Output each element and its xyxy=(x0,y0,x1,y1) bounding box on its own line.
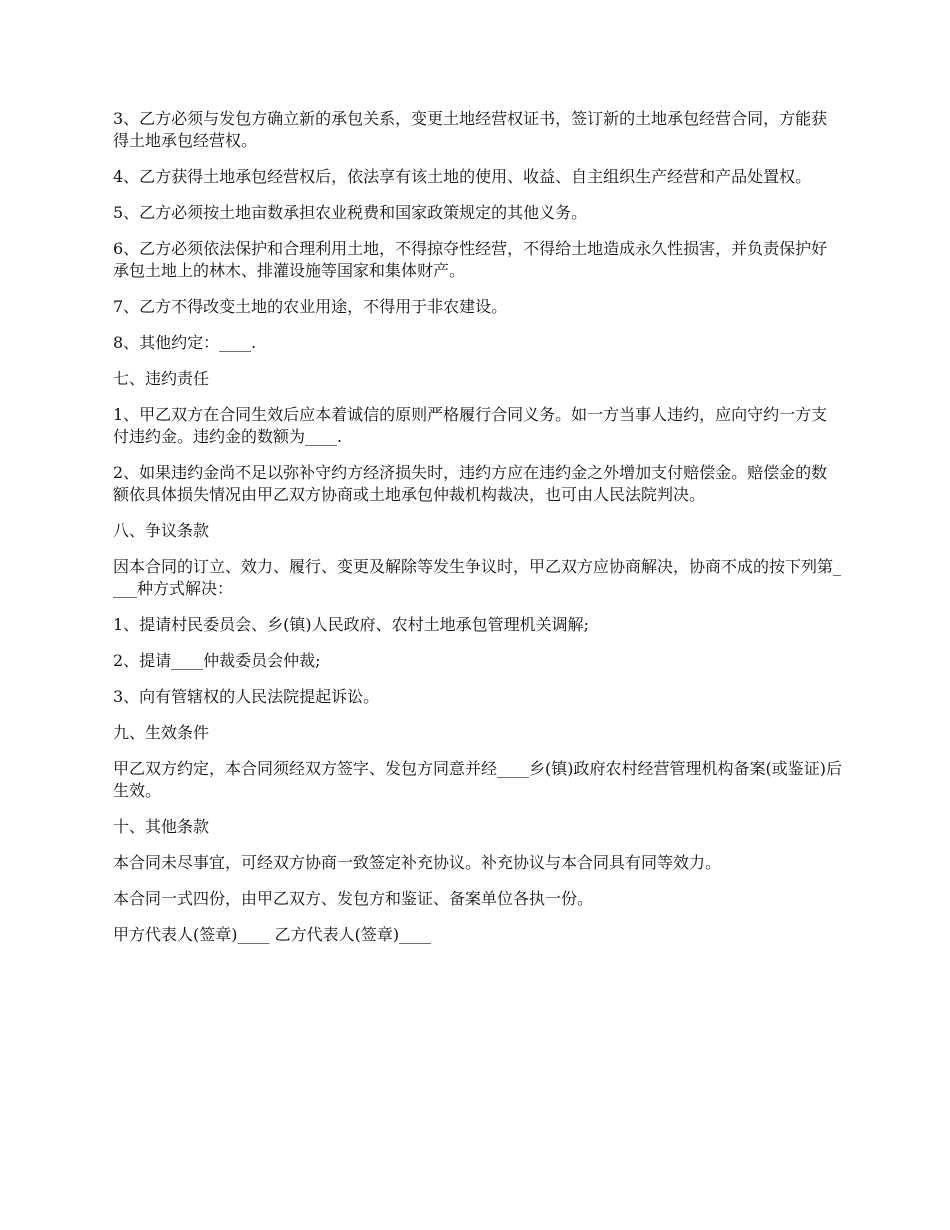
breach-clause-1: 1、甲乙双方在合同生效后应本着诚信的原则严格履行合同义务。如一方当事人违约，应向守约一方支付违约金。违约金的数额为____. xyxy=(113,405,828,446)
dispute-intro: 因本合同的订立、效力、履行、变更及解除等发生争议时，甲乙双方应协商解决，协商不成的按下列第____种方式解决： xyxy=(113,557,842,598)
other-terms-supplement: 本合同未尽事宜，可经双方协商一致签定补充协议。补充协议与本合同具有同等效力。 xyxy=(113,853,722,872)
document-page xyxy=(113,108,843,960)
section-heading-other-terms: 十、其他条款 xyxy=(113,817,210,836)
clause-8-other-agreements: 8、其他约定：____. xyxy=(113,333,257,352)
clause-7-agricultural-use: 7、乙方不得改变土地的农业用途，不得用于非农建设。 xyxy=(113,297,508,316)
effective-conditions-text: 甲乙双方约定，本合同须经双方签字、发包方同意并经____乡(镇)政府农村经营管理机构备案(或鉴证)后生效。 xyxy=(113,759,842,800)
dispute-option-1: 1、提请村民委员会、乡(镇)人民政府、农村土地承包管理机关调解; xyxy=(113,615,590,634)
clause-6-land-protection: 6、乙方必须依法保护和合理利用土地，不得掠夺性经营，不得给土地造成永久性损害，并负责保护好承包土地上的林木、排灌设施等国家和集体财产。 xyxy=(113,239,828,280)
clause-5-obligations: 5、乙方必须按土地亩数承担农业税费和国家政策规定的其他义务。 xyxy=(113,203,588,222)
dispute-option-2: 2、提请____仲裁委员会仲裁; xyxy=(113,651,321,670)
section-heading-breach-liability: 七、违约责任 xyxy=(113,369,210,388)
section-heading-dispute: 八、争议条款 xyxy=(113,521,210,540)
breach-clause-2: 2、如果违约金尚不足以弥补守约方经济损失时，违约方应在违约金之外增加支付赔偿金。赔偿金的数额依具体损失情况由甲乙双方协商或土地承包仲裁机构裁决，也可由人民法院判决。 xyxy=(113,463,828,504)
clause-4-rights: 4、乙方获得土地承包经营权后，依法享有该土地的使用、收益、自主组织生产经营和产品处置权。 xyxy=(113,167,812,186)
section-heading-effective-conditions: 九、生效条件 xyxy=(113,723,210,742)
signature-line: 甲方代表人(签章)____ 乙方代表人(签章)____ xyxy=(113,925,432,944)
clause-3-transfer-requirement: 3、乙方必须与发包方确立新的承包关系，变更土地经营权证书，签订新的土地承包经营合同，方能获得土地承包经营权。 xyxy=(113,109,828,150)
other-terms-copies: 本合同一式四份，由甲乙双方、发包方和鉴证、备案单位各执一份。 xyxy=(113,889,594,908)
dispute-option-3: 3、向有管辖权的人民法院提起诉讼。 xyxy=(113,687,380,706)
